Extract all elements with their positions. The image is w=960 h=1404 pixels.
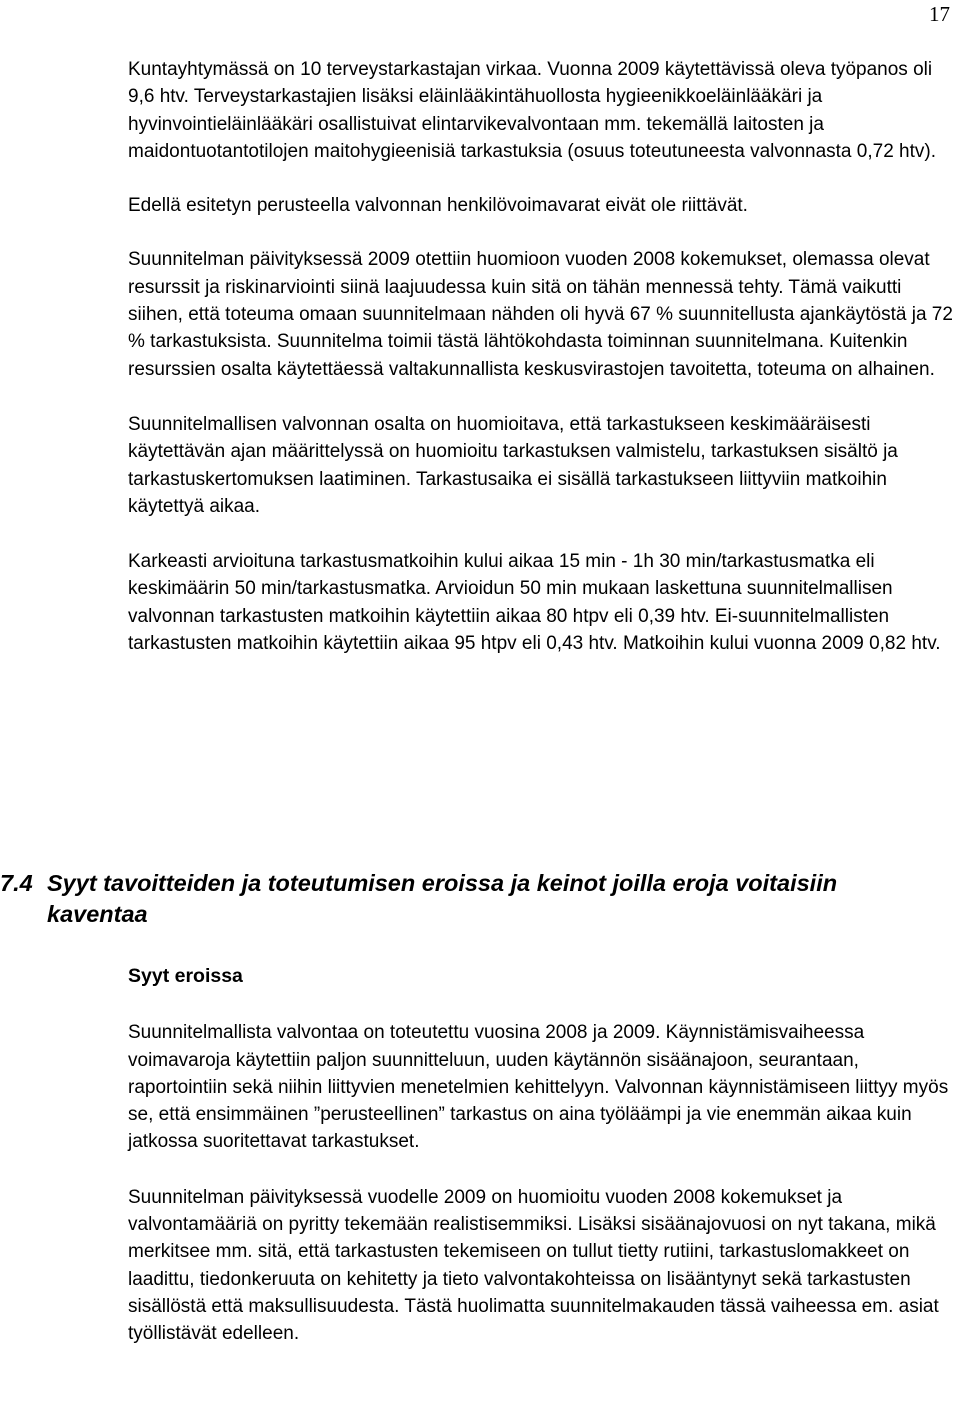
paragraph-staffing: Kuntayhtymässä on 10 terveystarkastajan virkaa. Vuonna 2009 käytettävissä oleva työpanos oli 9,6 htv. Terveystarkastajien lisäksi eläinlääkintähuollosta hygieenikkoeläinlääkäri ja hyvinvointieläinlääkäri osallistuivat elintarvikevalvontaan mm. tekemällä laitosten ja maidontuotantotilojen maitohygieenisiä tarkastuksia (osuus toteutuneesta valvonnasta 0,72 htv).	[128, 59, 936, 162]
paragraph-inspection-time: Suunnitelmallisen valvonnan osalta on huomioitava, että tarkastukseen keskimääräisesti käytettävän ajan määrittelyssä on huomioitu tarkastuksen valmistelu, tarkastuksen sisältö ja tarkastuskertomuksen laatiminen. Tarkastusaika ei sisällä tarkastukseen liittyviin matkoihin käytettyä aikaa.	[128, 413, 898, 517]
paragraph-plan-update: Suunnitelman päivityksessä 2009 otettiin huomioon vuoden 2008 kokemukset, olemassa olevat resurssit ja riskinarviointi siinä laajuudessa kuin sitä on tähän mennessä tehty. Tämä vaikutti siihen, että toteuma omaan suunnitelmaan nähden oli hyvä 67 % suunnitellusta ajankäytöstä ja 72 % tarkastuksista. Suunnitelma toimii tästä lähtökohdasta toiminnan suunnitelmana. Kuitenkin resurssien osalta käytettäessä valtakunnallista keskusvirastojen tavoitetta, toteuma on alhainen.	[128, 249, 953, 380]
paragraph-reasons: Suunnitelmallista valvontaa on toteutettu vuosina 2008 ja 2009. Käynnistämisvaiheessa voimavaroja käytettiin paljon suunnitteluun, uuden käytännön sisäänajoon, seurantaan, raportointiin sekä niihin liittyvien menetelmien kehittelyyn. Valvonnan käynnistämiseen liittyy myös se, että ensimmäinen ”perusteellinen” tarkastus on aina työläämpi ja vie enemmän aikaa kuin jatkossa suoritettavat tarkastukset.	[128, 1022, 949, 1153]
paragraph-update-2009: Suunnitelman päivityksessä vuodelle 2009 on huomioitu vuoden 2008 kokemukset ja valvontamääriä on pyritty tekemään realistisemmiksi. Lisäksi sisäänajovuosi on nyt takana, mikä merkitsee mm. sitä, että tarkastusten tekemiseen on tullut tietty rutiini, tarkastuslomakkeet on laadittu, tiedonkeruuta on kehitetty ja tieto valvontakohteissa on lisääntynyt sekä tarkastusten sisällöstä että maksullisuudesta. Tästä huolimatta suunnitelmakauden tässä vaiheessa em. asiat työllistävät edelleen.	[128, 1186, 939, 1345]
body-text-top	[128, 56, 958, 657]
page-number: 17	[929, 2, 950, 26]
section-title: Syyt tavoitteiden ja toteutumisen eroissa ja keinot joilla eroja voitaisiin kaventaa	[47, 870, 838, 927]
subheading: Syyt eroissa	[128, 965, 243, 987]
section-number: 7.4	[0, 870, 33, 896]
paragraph-travel-time: Karkeasti arvioituna tarkastusmatkoihin kului aikaa 15 min - 1h 30 min/tarkastusmatka eli keskimäärin 50 min/tarkastusmatka. Arvioidun 50 min mukaan laskettuna suunnitelmallisen valvonnan tarkastusten matkoihin käytettiin aikaa 80 htpv eli 0,39 htv. Ei-suunnitelmallisten tarkastusten matkoihin käytettiin aikaa 95 htpv eli 0,43 htv. Matkoihin kului vuonna 2009 0,82 htv.	[128, 551, 941, 655]
body-text-section	[128, 963, 958, 1348]
paragraph-resources-insufficient: Edellä esitetyn perusteella valvonnan henkilövoimavarat eivät ole riittävät.	[128, 195, 748, 217]
